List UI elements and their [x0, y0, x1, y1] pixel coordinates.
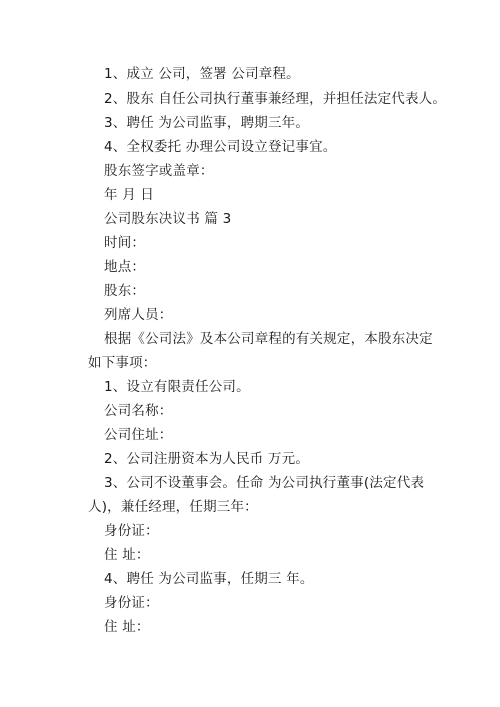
text-line: 如下事项：	[88, 355, 157, 371]
text-line: 2、公司注册资本为人民币 万元。	[104, 451, 310, 467]
text-line: 身份证：	[104, 595, 159, 611]
text-line: 3、聘任 为公司监事，聘期三年。	[104, 115, 310, 131]
text-line: 时间：	[104, 235, 146, 251]
section-heading: 公司股东决议书 篇 3	[104, 211, 232, 227]
text-line: 公司住址：	[104, 427, 173, 443]
text-line: 地点：	[104, 259, 146, 275]
text-line: 公司名称：	[104, 403, 173, 419]
text-line: 根据《公司法》及本公司章程的有关规定，本股东决定	[104, 331, 433, 347]
text-line: 股东签字或盖章：	[104, 163, 214, 179]
text-line: 4、全权委托 办理公司设立登记事宜。	[104, 139, 337, 155]
text-line: 股东：	[104, 283, 146, 299]
text-line: 1、成立 公司，签署 公司章程。	[104, 66, 300, 82]
text-line: 住 址：	[104, 547, 150, 563]
text-line: 3、公司不设董事会。任命 为公司执行董事(法定代表	[104, 475, 425, 491]
text-line: 2、股东 自任公司执行董事兼经理，并担任法定代表人。	[104, 91, 447, 107]
text-line: 4、聘任 为公司监事，任期三 年。	[104, 571, 314, 587]
text-line: 1、设立有限责任公司。	[104, 379, 250, 395]
text-line: 列席人员：	[104, 307, 173, 323]
text-line: 身份证：	[104, 523, 159, 539]
text-line: 住 址：	[104, 619, 150, 635]
text-line: 人)，兼任经理，任期三年：	[88, 499, 258, 515]
text-line: 年 月 日	[104, 187, 155, 203]
